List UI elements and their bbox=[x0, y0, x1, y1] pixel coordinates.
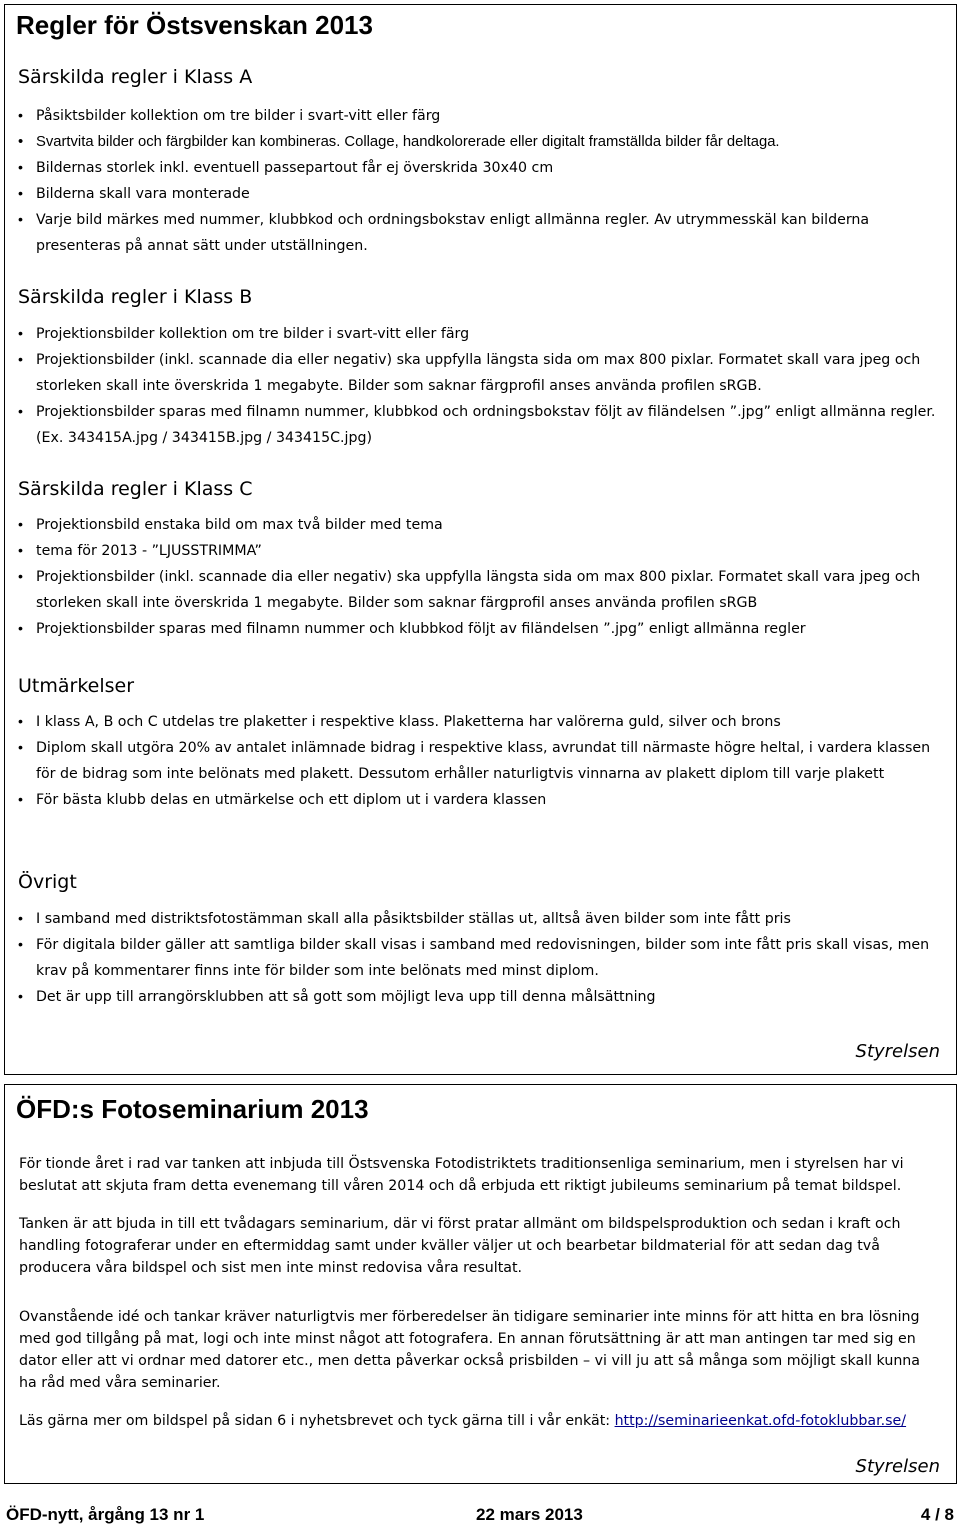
klass-b-heading: Särskilda regler i Klass B bbox=[18, 286, 253, 308]
list-item: • Projektionsbilder kollektion om tre bilder i svart-vitt eller färg bbox=[18, 321, 942, 347]
klass-a-heading: Särskilda regler i Klass A bbox=[18, 66, 253, 88]
survey-paragraph bbox=[19, 1410, 938, 1432]
seminar-paragraph: För tionde året i rad var tanken att inbjuda till Östsvenska Fotodistriktets traditionsenliga seminarium, men i styrelsen har vi beslutat att skjuta fram detta evenemang till våren 2014 och då erbjuda ett riktigt jubileums seminarium på temat bildspel. bbox=[19, 1156, 904, 1194]
list-item: • Bilderna skall vara monterade bbox=[18, 181, 942, 207]
footer-date: 22 mars 2013 bbox=[476, 1505, 583, 1524]
utmarkelser-list bbox=[18, 709, 942, 813]
list-item: • I samband med distriktsfotostämman skall alla påsiktsbilder ställas ut, alltså även bilder som inte fått pris bbox=[18, 906, 942, 932]
survey-link[interactable]: http://seminarieenkat.ofd-fotoklubbar.se/ bbox=[614, 1413, 907, 1429]
klass-c-heading: Särskilda regler i Klass C bbox=[18, 478, 253, 500]
signature: Styrelsen bbox=[855, 1456, 940, 1477]
list-item: • För bästa klubb delas en utmärkelse och ett diplom ut i vardera klassen bbox=[18, 787, 942, 813]
list-item: • Projektionsbilder sparas med filnamn nummer, klubbkod och ordningsbokstav följt av filändelsen ”.jpg” enligt allmänna regler. (Ex. 343415A.jpg / 343415B.jpg / 343415C.jpg) bbox=[18, 399, 942, 451]
list-item: • Det är upp till arrangörsklubben att så gott som möjligt leva upp till denna målsättning bbox=[18, 984, 942, 1010]
list-item: • tema för 2013 - ”LJUSSTRIMMA” bbox=[18, 538, 942, 564]
ovrigt-heading: Övrigt bbox=[18, 871, 77, 893]
list-item: • Projektionsbild enstaka bild om max två bilder med tema bbox=[18, 512, 942, 538]
signature: Styrelsen bbox=[855, 1041, 940, 1062]
list-item: • Projektionsbilder (inkl. scannade dia eller negativ) ska uppfylla längsta sida om max 800 pixlar. Formatet skall vara jpeg och storleken skall inte överskrida 1 megabyte. Bilder som saknar färgprofil anses använda profilen sRGB. bbox=[18, 347, 942, 399]
seminar-paragraph: Tanken är att bjuda in till ett tvådagars seminarium, där vi först pratar allmänt om bildspelsproduktion och sedan i kraft och handling fotograferar under en eftermiddag samt under kväller väljer ut och bearbetar bildmaterial för att sedan dag två producera våra bildspel och sist men inte minst redovisa våra resultat. bbox=[19, 1216, 901, 1276]
list-item: • I klass A, B och C utdelas tre plaketter i respektive klass. Plaketterna har valörerna guld, silver och brons bbox=[18, 709, 942, 735]
utmarkelser-heading: Utmärkelser bbox=[18, 675, 135, 697]
list-item: • Varje bild märkes med nummer, klubbkod och ordningsbokstav enligt allmänna regler. Av utrymmesskäl kan bilderna presenteras på annat sätt under utställningen. bbox=[18, 207, 942, 259]
footer-page: 4 / 8 bbox=[920, 1505, 954, 1524]
klass-c-list bbox=[18, 512, 942, 642]
list-item: • Diplom skall utgöra 20% av antalet inlämnade bidrag i respektive klass, avrundat till närmaste högre heltal, i vardera klassen för de bidrag som inte belönats med plakett. Dessutom erhåller naturligtvis vinnarna av plakett diplom till varje plakett bbox=[18, 735, 942, 787]
footer-publication: ÖFD-nytt, årgång 13 nr 1 bbox=[6, 1505, 205, 1524]
list-item: • Projektionsbilder (inkl. scannade dia eller negativ) ska uppfylla längsta sida om max 800 pixlar. Formatet skall vara jpeg och storleken skall inte överskrida 1 megabyte. Bilder som saknar färgprofil anses använda profilen sRGB bbox=[18, 564, 942, 616]
seminar-title: ÖFD:s Fotoseminarium 2013 bbox=[16, 1094, 369, 1124]
klass-a-list bbox=[18, 103, 942, 259]
survey-text: Läs gärna mer om bildspel på sidan 6 i nyhetsbrevet och tyck gärna till i vår enkät: bbox=[19, 1413, 615, 1429]
list-item: • Svartvita bilder och färgbilder kan kombineras. Collage, handkolorerade eller digitalt framställda bilder får deltaga. bbox=[18, 129, 942, 155]
list-item: • För digitala bilder gäller att samtliga bilder skall visas i samband med redovisningen, bilder som inte fått pris skall visas, men krav på kommentarer finns inte för bilder som inte belönats med minst diplom. bbox=[18, 932, 942, 984]
seminar-paragraph: Ovanstående idé och tankar kräver naturligtvis mer förberedelser än tidigare seminarier inte minns för att hitta en bra lösning med god tillgång på mat, logi och inte minst något att fotografera. En annan förutsättning är att man antingen tar med sig en dator eller att vi ordnar med datorer etc., men detta påverkar också prisbilden – vi vill ju att så många som möjligt skall kunna ha råd med våra seminarier. bbox=[19, 1309, 920, 1391]
list-item: • Bildernas storlek inkl. eventuell passepartout får ej överskrida 30x40 cm bbox=[18, 155, 942, 181]
list-item: • Projektionsbilder sparas med filnamn nummer och klubbkod följt av filändelsen ”.jpg” enligt allmänna regler bbox=[18, 616, 942, 642]
list-item: • Påsiktsbilder kollektion om tre bilder i svart-vitt eller färg bbox=[18, 103, 942, 129]
rules-title: Regler för Östsvenskan 2013 bbox=[16, 10, 373, 40]
klass-b-list bbox=[18, 321, 942, 451]
ovrigt-list bbox=[18, 906, 942, 1010]
